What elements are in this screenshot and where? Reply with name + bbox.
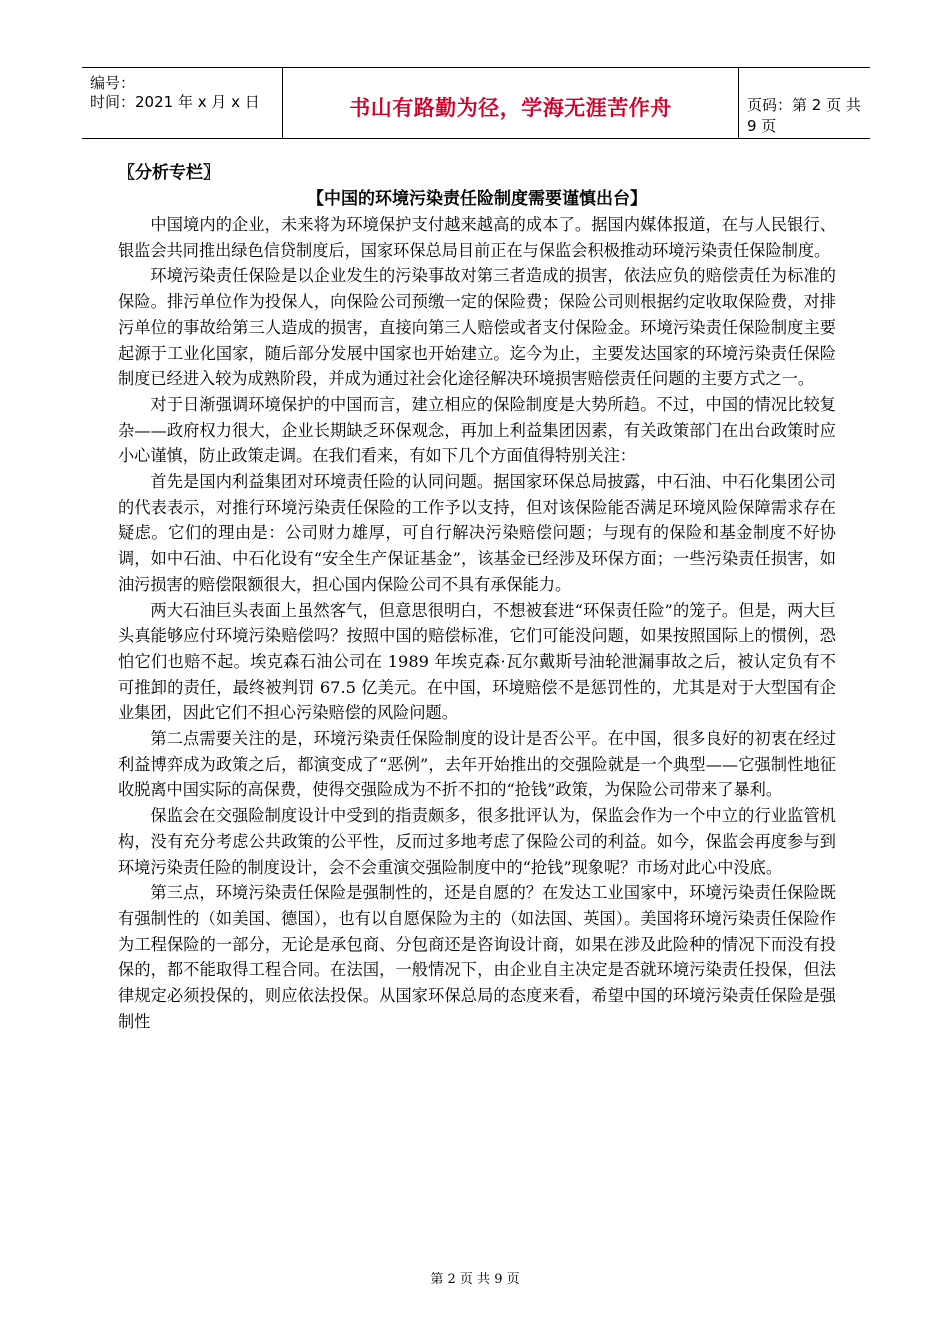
paragraph: 中国境内的企业，未来将为环境保护支付越来越高的成本了。据国内媒体报道，在与人民银行、银监会共同推出绿色信贷制度后，国家环保总局目前正在与保监会积极推动环境污染责任保险制度。: [118, 215, 836, 260]
header-page-info: 页码：第 2 页 共 9 页: [747, 96, 861, 135]
paragraph: 对于日渐强调环境保护的中国而言，建立相应的保险制度是大势所趋。不过，中国的情况比较复杂——政府权力很大，企业长期缺乏环保观念，再加上利益集团因素，有关政策部门在出台政策时应小心谨慎，防止政策走调。在我们看来，有如下几个方面值得特别关注：: [118, 394, 836, 466]
header-motto: 书山有路勤为径，学海无涯苦作舟: [349, 96, 672, 120]
article-body: [118, 160, 836, 1035]
paragraph: 两大石油巨头表面上虽然客气，但意思很明白，不想被套进“环保责任险”的笼子。但是，两大巨头真能够应付环境污染赔偿吗？按照中国的赔偿标准，它们可能没问题，如果按照国际上的惯例，恐怕它们也赔不起。埃克森石油公司在 1989 年埃克森·瓦尔戴斯号油轮泄漏事故之后，被认定负有不可推卸的责任，最终被判罚 67.5 亿美元。在中国，环境赔偿不是惩罚性的，尤其是对于大型国有企业集团，因此它们不担心污染赔偿的风险问题。: [118, 600, 836, 723]
paragraph: 第三点，环境污染责任保险是强制性的，还是自愿的？在发达工业国家中，环境污染责任保险既有强制性的（如美国、德国），也有以自愿保险为主的（如法国、英国）。美国将环境污染责任保险作为工程保险的一部分，无论是承包商、分包商还是咨询设计商，如果在涉及此险种的情况下而没有投保的，都不能取得工程合同。在法国，一般情况下，由企业自主决定是否就环境污染责任投保，但法律规定必须投保的，则应依法投保。从国家环保总局的态度来看，希望中国的环境污染责任保险是强制性: [118, 883, 836, 1031]
paragraph: 环境污染责任保险是以企业发生的污染事故对第三者造成的损害，依法应负的赔偿责任为标准的保险。排污单位作为投保人，向保险公司预缴一定的保险费；保险公司则根据约定收取保险费，对排污单位的事故给第三人造成的损害，直接向第三人赔偿或者支付保险金。环境污染责任保险制度主要起源于工业化国家，随后部分发展中国家也开始建立。迄今为止，主要发达国家的环境污染责任保险制度已经进入较为成熟阶段，并成为通过社会化途径解决环境损害赔偿责任问题的主要方式之一。: [118, 266, 836, 389]
header-motto-cell: [283, 68, 739, 138]
header-page-cell: [739, 68, 870, 138]
page-header: [82, 67, 870, 139]
paragraph: 第二点需要关注的是，环境污染责任保险制度的设计是否公平。在中国，很多良好的初衷在经过利益博弈成为政策之后，都演变成了“恶例”，去年开始推出的交强险就是一个典型——它强制性地征收脱离中国实际的高保费，使得交强险成为不折不扣的“抢钱”政策，为保险公司带来了暴利。: [118, 729, 836, 800]
paragraph: 首先是国内利益集团对环境责任险的认同问题。据国家环保总局披露，中石油、中石化集团公司的代表表示，对推行环境污染责任保险的工作予以支持，但对该保险能否满足环境风险保障需求存在疑虑。它们的理由是：公司财力雄厚，可自行解决污染赔偿问题；与现有的保险和基金制度不好协调，如中石油、中石化设有“安全生产保证基金”，该基金已经涉及环保方面；一些污染责任损害，如油污损害的赔偿限额很大，担心国内保险公司不具有承保能力。: [118, 472, 836, 594]
section-tag: 〖分析专栏〗: [118, 163, 220, 183]
article-title: 【中国的环境污染责任险制度需要谨慎出台】: [307, 189, 647, 209]
document-date: 时间：2021 年 x 月 x 日: [90, 93, 260, 111]
paragraph: 保监会在交强险制度设计中受到的指责颇多，很多批评认为，保监会作为一个中立的行业监管机构，没有充分考虑公共政策的公平性，反而过多地考虑了保险公司的利益。如今，保监会再度参与到环境污染责任险的制度设计，会不会重演交强险制度中的“抢钱”现象呢？市场对此心中没底。: [118, 806, 836, 877]
header-meta-cell: [82, 68, 283, 138]
page-footer: 第 2 页 共 9 页: [430, 1272, 520, 1287]
document-code-label: 编号：: [90, 74, 136, 92]
